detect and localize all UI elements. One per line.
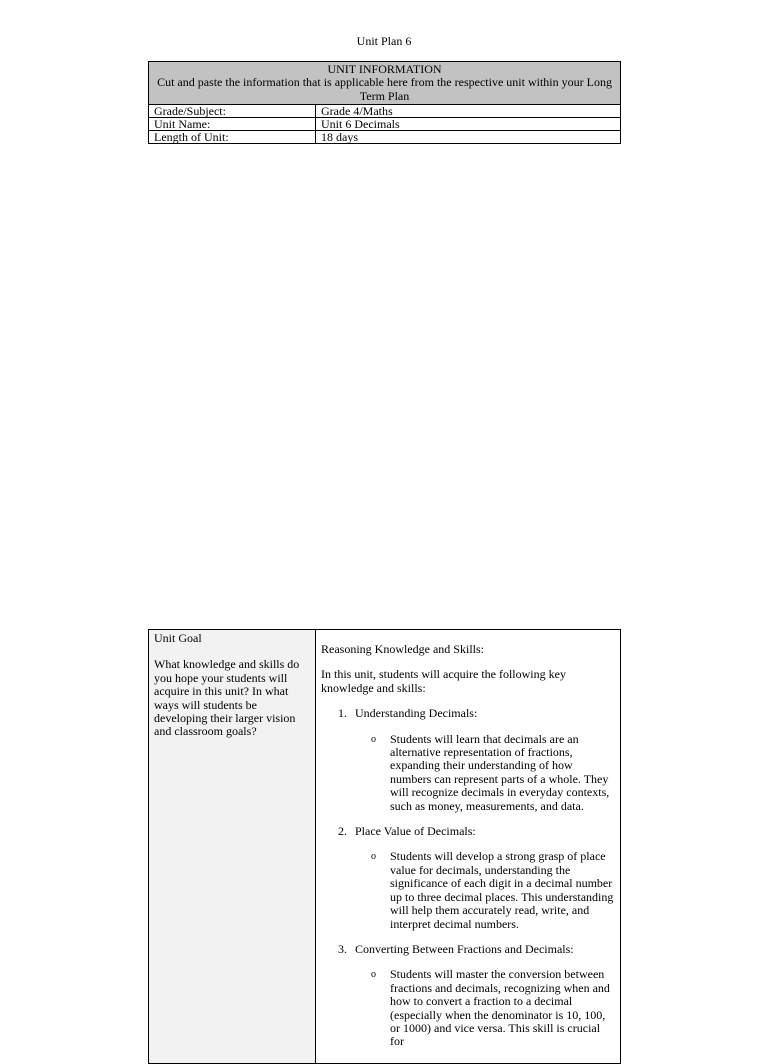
list-item xyxy=(321,943,615,1049)
grade-subject-value: Grade 4/Maths xyxy=(316,105,621,118)
item-title: Understanding Decimals: xyxy=(355,706,478,721)
section-heading: Reasoning Knowledge and Skills: xyxy=(321,642,484,656)
page-title: Unit Plan 6 xyxy=(356,34,412,48)
bullet-icon: o xyxy=(371,733,376,745)
item-number: 2. xyxy=(338,824,347,839)
item-detail xyxy=(355,733,615,813)
unit-name-label: Unit Name: xyxy=(149,118,316,131)
grade-subject-label: Grade/Subject: xyxy=(149,105,316,118)
list-item xyxy=(321,825,615,931)
unit-information-title: UNIT INFORMATION xyxy=(327,62,442,76)
item-title: Converting Between Fractions and Decimals: xyxy=(355,941,574,956)
unit-goal-prompt: What knowledge and skills do you hope your students will acquire in this unit? In what ways will students be developing their larger vision and classroom goals? xyxy=(154,657,300,739)
unit-name-value: Unit 6 Decimals xyxy=(316,118,621,131)
bullet-icon: o xyxy=(371,851,376,863)
item-detail-text: Students will learn that decimals are an alternative representation of fractions, expanding their understanding of how numbers can represent parts of a whole. They will recognize decimals in everyday contexts, such as money, measurements, and data. xyxy=(390,731,610,813)
list-item xyxy=(321,707,615,813)
table-row xyxy=(149,118,621,131)
item-detail xyxy=(355,968,615,1048)
item-title: Place Value of Decimals: xyxy=(355,824,476,839)
unit-goal-table xyxy=(148,629,621,1064)
item-detail-text: Students will develop a strong grasp of place value for decimals, understanding the significance of each digit in a decimal number up to three decimal places. This understanding will help them accurately read, write, and interpret decimal numbers. xyxy=(390,849,614,931)
unit-information-header xyxy=(149,62,621,105)
length-of-unit-label: Length of Unit: xyxy=(149,131,316,144)
item-number: 3. xyxy=(338,941,347,956)
item-number: 1. xyxy=(338,706,347,721)
table-row xyxy=(149,105,621,118)
table-row xyxy=(149,131,621,144)
length-of-unit-value: 18 days xyxy=(316,131,621,144)
item-detail-text: Students will master the conversion between fractions and decimals, recognizing when and how to convert a fraction to a decimal (especially when the denominator is 10, 100, or 1000) and vice versa. This skill is crucial for xyxy=(390,967,610,1049)
table-row xyxy=(149,630,621,1064)
skills-list xyxy=(321,707,615,1049)
unit-goal-label: Unit Goal xyxy=(154,631,202,645)
bullet-icon: o xyxy=(371,969,376,981)
item-detail xyxy=(355,850,615,930)
unit-information-instructions: Cut and paste the information that is applicable here from the respective unit within your Long Term Plan xyxy=(157,75,612,103)
unit-goal-content-cell xyxy=(316,630,621,1064)
section-intro: In this unit, students will acquire the following key knowledge and skills: xyxy=(321,667,566,695)
unit-goal-label-cell xyxy=(149,630,316,1064)
unit-information-header-row xyxy=(149,62,621,105)
unit-information-table xyxy=(148,61,621,144)
